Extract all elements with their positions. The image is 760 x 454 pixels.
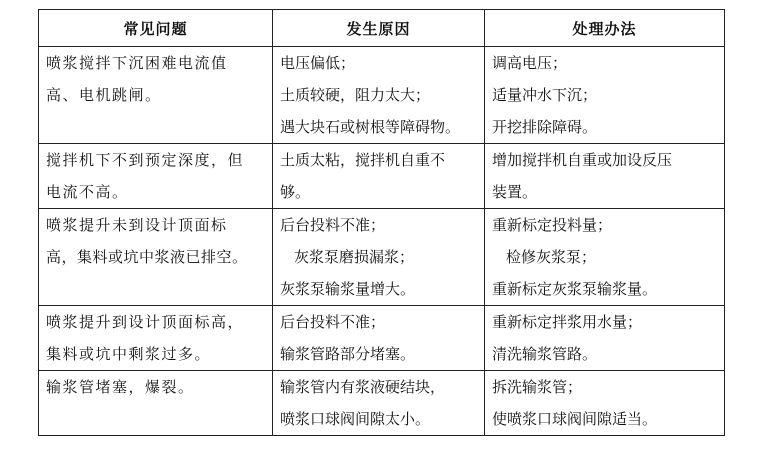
table-row <box>39 47 725 144</box>
table-row <box>39 144 725 209</box>
problem-line: 搅拌机下不到预定深度，但 <box>46 151 245 169</box>
problem-line: 喷浆提升到设计顶面标高， <box>46 313 245 331</box>
problem-cell <box>39 371 273 436</box>
problem-cell <box>39 209 273 306</box>
problem-line: 喷浆提升未到设计顶面标 <box>46 216 228 234</box>
cause-line: 够。 <box>280 183 311 201</box>
cause-cell <box>273 47 485 144</box>
problem-line: 电流不高。 <box>46 183 129 201</box>
problem-line: 喷浆搅拌下沉困难电流值 <box>46 54 228 72</box>
table-row <box>39 306 725 371</box>
cause-line: 土质太粘，搅拌机自重不 <box>280 151 446 169</box>
cause-line: 灰浆泵磨损漏浆； <box>294 248 415 266</box>
header-common-problem: 常见问题 <box>39 10 273 47</box>
header-cause: 发生原因 <box>273 10 485 47</box>
solution-cell <box>485 144 725 209</box>
cause-line: 输浆管路部分堵塞。 <box>280 345 416 363</box>
solution-line: 拆洗输浆管； <box>492 378 583 396</box>
cause-line: 土质较硬，阻力太大； <box>280 86 431 104</box>
table-header-row <box>39 10 725 47</box>
problem-line: 输浆管堵塞，爆裂。 <box>46 378 195 396</box>
solution-line: 装置。 <box>492 183 538 201</box>
cause-line: 喷浆口球阀间隙太小。 <box>280 410 431 428</box>
solution-line: 适量冲水下沉； <box>492 86 598 104</box>
cause-line: 后台投料不准； <box>280 216 386 234</box>
cause-line: 后台投料不准； <box>280 313 386 331</box>
problem-line: 集料或坑中剩浆过多。 <box>46 345 212 363</box>
solution-line: 重新标定灰浆泵输浆量。 <box>492 280 658 298</box>
solution-line: 调高电压； <box>492 54 568 72</box>
cause-line: 输浆管内有浆液硬结块， <box>280 378 446 396</box>
solution-line: 增加搅拌机自重或加设反压 <box>492 151 673 169</box>
solution-line: 清洗输浆管路。 <box>492 345 598 363</box>
solution-cell <box>485 306 725 371</box>
problem-cell <box>39 144 273 209</box>
solution-cell <box>485 209 725 306</box>
solution-cell <box>485 47 725 144</box>
header-solution: 处理办法 <box>485 10 725 47</box>
solution-line: 检修灰浆泵； <box>506 248 597 266</box>
cause-line: 灰浆泵输浆量增大。 <box>280 280 416 298</box>
cause-cell <box>273 306 485 371</box>
cause-cell <box>273 209 485 306</box>
solution-line: 开挖排除障碍。 <box>492 118 598 136</box>
problem-cell <box>39 47 273 144</box>
cause-cell <box>273 144 485 209</box>
problem-cell <box>39 306 273 371</box>
troubleshooting-table <box>38 9 725 436</box>
solution-line: 重新标定拌浆用水量； <box>492 313 643 331</box>
cause-line: 遇大块石或树根等障碍物。 <box>280 118 461 136</box>
solution-line: 使喷浆口球阀间隙适当。 <box>492 410 658 428</box>
cause-cell <box>273 371 485 436</box>
cause-line: 电压偏低； <box>280 54 356 72</box>
solution-cell <box>485 371 725 436</box>
table-row <box>39 209 725 306</box>
problem-line: 高，集料或坑中浆液已排空。 <box>46 248 248 266</box>
problem-line: 高、电机跳闸。 <box>46 86 162 104</box>
solution-line: 重新标定投料量； <box>492 216 613 234</box>
table-row <box>39 371 725 436</box>
